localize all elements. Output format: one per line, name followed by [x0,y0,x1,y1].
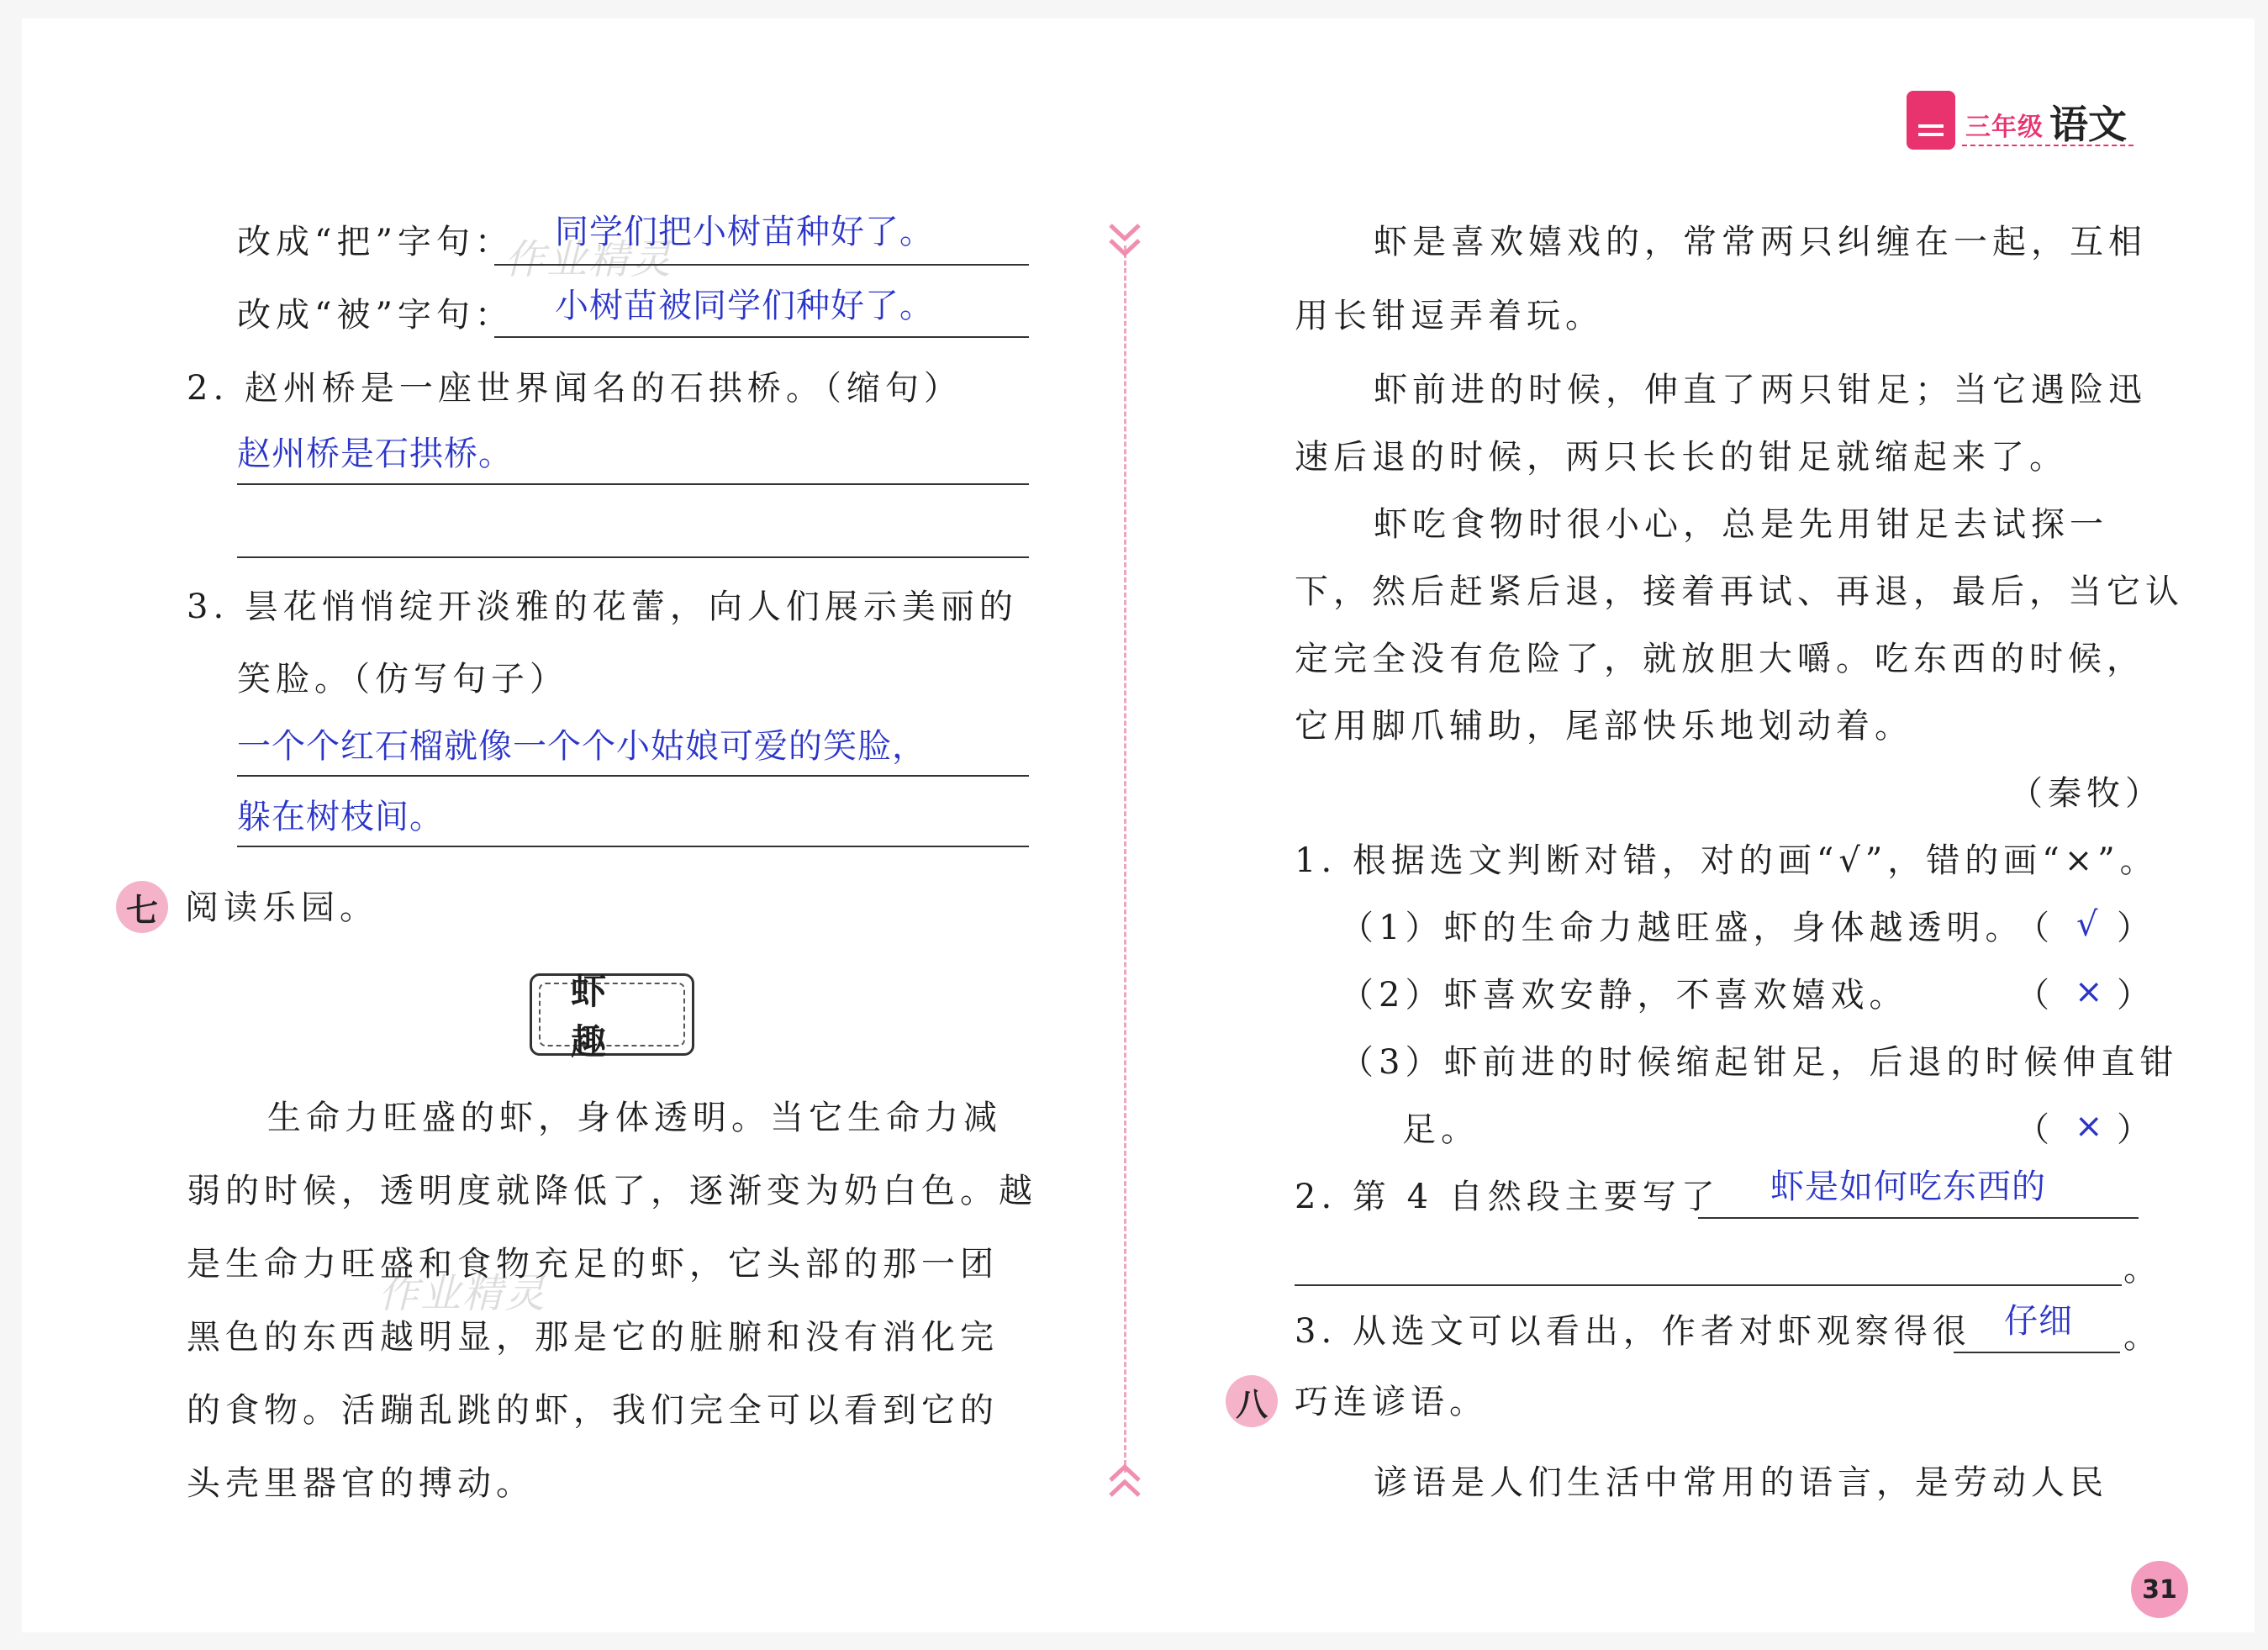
passage-author: （秦牧） [2009,774,2164,813]
watermark: 作业精灵 [504,236,673,283]
q2-answer: 赵州桥是石拱桥。 [237,435,513,473]
paren-open: （ [2016,1110,2054,1149]
answer-line [1954,1352,2120,1353]
answer-line [237,846,1029,847]
answer-line [494,264,1029,266]
paren-close: ） [2117,976,2155,1015]
passage-line: 生命力旺盛的虾，身体透明。当它生命力减 [267,1099,1002,1137]
q3-answer-1: 一个个红石榴就像一个个小姑娘可爱的笑脸， [237,727,926,766]
page-divider [1124,245,1126,1473]
passage-line: 它用脚爪辅助，尾部快乐地划动着。 [1295,707,1913,746]
passage-line: 头壳里器官的搏动。 [187,1464,535,1503]
paren-close: ） [2117,1110,2155,1149]
r-q2-answer: 虾是如何吃东西的 [1770,1168,2046,1206]
answer-line [237,556,1029,558]
subject-logo [1907,91,2134,151]
chevron-up-icon [1107,1458,1142,1500]
passage-line: 定完全没有危险了，就放胆大嚼。吃东西的时候， [1295,640,2145,678]
chevron-down-icon [1107,220,1142,262]
r-q2-question: 2. 第 4 自然段主要写了 [1295,1178,1720,1216]
passage-line: 弱的时候，透明度就降低了，逐渐变为奶白色。越 [187,1172,1037,1210]
passage-line: 是生命力旺盛和食物充足的虾，它头部的那一团 [187,1245,999,1284]
passage-line: 下，然后赶紧后退，接着再试、再退，最后，当它认 [1295,572,2184,611]
answer-line [1698,1217,2139,1219]
q1a-answer: 同学们把小树苗种好了。 [555,213,934,251]
paren-open: （ [2016,976,2054,1015]
q1b-answer: 小树苗被同学们种好了。 [555,287,934,325]
r-q1-item: （2）虾喜欢安静，不喜欢嬉戏。 [1340,976,1908,1015]
passage-line: 用长钳逗弄着玩。 [1295,297,1604,335]
q1a-label: 改成“把”字句： [237,223,514,261]
passage-line: 的食物。活蹦乱跳的虾，我们完全可以看到它的 [187,1391,999,1430]
watermark: 作业精灵 [378,1270,547,1317]
q3-answer-2: 躲在树枝间。 [237,798,444,836]
r-q1-item: （3）虾前进的时候缩起钳足，后退的时候伸直钳 [1340,1043,2179,1082]
q2-question: 2. 赵州桥是一座世界闻名的石拱桥。（缩句） [187,369,963,408]
r-q1-item: （1）虾的生命力越旺盛，身体越透明。 [1340,909,2024,947]
passage-line: 黑色的东西越明显，那是它的脏腑和没有消化完 [187,1318,999,1357]
page-number: 31 [2131,1561,2188,1618]
passage-line: 虾前进的时候，伸直了两只钳足；当它遇险迅 [1374,371,2147,409]
r-q3-answer: 仔细 [2004,1302,2073,1341]
passage-title-box [530,971,694,1062]
q3-question: 3. 昙花悄悄绽开淡雅的花蕾，向人们展示美丽的 [187,588,1018,626]
passage-line: 谚语是人们生活中常用的语言，是劳动人民 [1374,1463,2108,1502]
passage-line: 虾是喜欢嬉戏的，常常两只纠缠在一起，互相 [1374,223,2147,261]
q3-question-cont: 笑脸。（仿写句子） [237,660,568,698]
notebook-icon [1907,91,1955,150]
answer-line [494,336,1029,338]
paren-open: （ [2016,909,2054,947]
grade-label: 三年级 [1965,113,2044,142]
section-seven-title: 阅读乐园。 [185,888,378,927]
passage-title: 虾 趣 [539,983,685,1046]
passage-line: 速后退的时候，两只长长的钳足就缩起来了。 [1295,438,2068,477]
answer-line [237,483,1029,485]
passage-line: 虾吃食物时很小心，总是先用钳足去试探一 [1374,505,2108,544]
section-seven-badge: 七 [116,881,168,933]
section-eight-title: 巧连谚语。 [1295,1383,1488,1421]
r-q1-item-cont: 足。 [1402,1110,1479,1149]
section-eight-badge: 八 [1226,1375,1278,1427]
period: 。 [2123,1250,2162,1289]
r-q1-answer: √ [2076,905,2099,944]
period: 。 [2123,1317,2162,1356]
subject-label: 语文 [2049,102,2127,147]
r-q1-answer: × [2075,973,2104,1011]
r-q1-question: 1. 根据选文判断对错，对的画“√”，错的画“×”。 [1295,841,2159,880]
r-q1-answer: × [2075,1107,2104,1146]
r-q3-question: 3. 从选文可以看出，作者对虾观察得很 [1295,1312,1971,1351]
q1b-label: 改成“被”字句： [237,296,514,335]
answer-line [237,775,1029,777]
paren-close: ） [2117,909,2155,947]
answer-line [1295,1284,2122,1286]
